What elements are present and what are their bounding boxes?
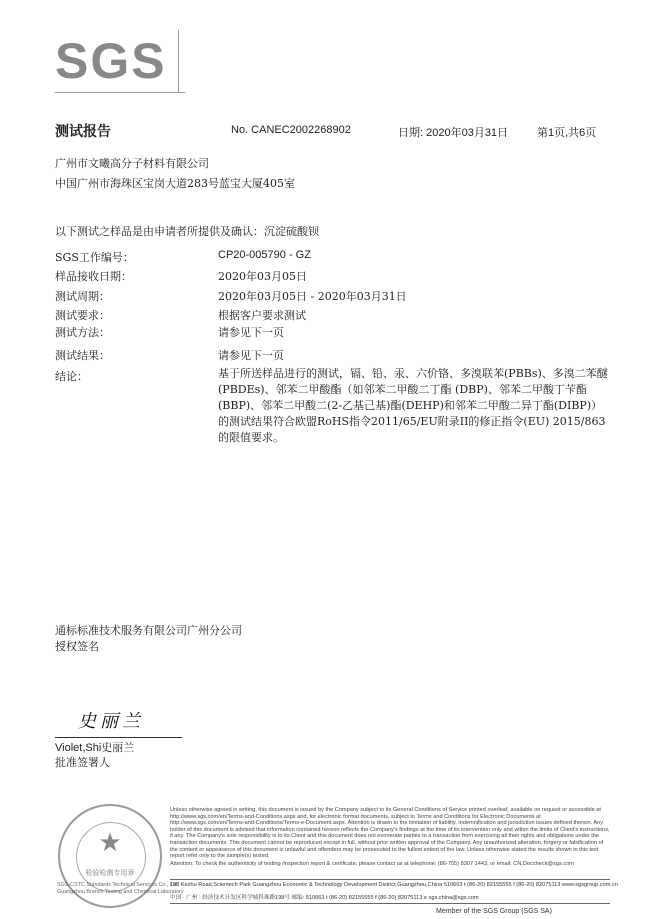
seal-caption (57, 882, 184, 896)
field-value-requirement: 根据客户要求测试 (218, 309, 306, 322)
report-number: No. CANEC2002268902 (231, 124, 351, 136)
field-label-received: 样品接收日期： (55, 270, 132, 283)
authorized-signature-label: 授权签名 (55, 640, 99, 653)
report-date: 日期: 2020年03月31日 (398, 127, 509, 139)
signatory-company: 通标标准技术服务有限公司广州分公司 (55, 624, 242, 637)
logo-divider-horizontal (55, 92, 185, 93)
conclusion-label: 结论： (55, 370, 88, 383)
client-name: 广州市文曦高分子材料有限公司 (55, 157, 209, 170)
field-value-method: 请参见下一页 (218, 326, 284, 339)
terms-text: Unless otherwise agreed in writing, this document is issued by the Company subject to its General Conditions of Service printed overleaf, available on request or accessible at http://www.sgs.com/en/Terms-and-Conditions.aspx and, for electronic format documents, subject to Terms and Conditions for Electronic Documents at http://www.sgs.com/en/Terms-and-Conditions/Terms-e-Document.aspx. Attention is drawn to the limitation of liability, indemnification and jurisdiction issues defined therein. Any holder of this document is advised that information contained hereon reflects the Company's findings at the time of its intervention only and within the limits of Client's instructions, if any. The Company's sole responsibility is to its Client and this document does not exonerate parties to a transaction from exercising all their rights and obligations under the transaction documents. This document cannot be reproduced except in full, without prior written approval of the Company. Any unauthorized alteration, forgery or falsification of the content or appearance of this document is unlawful and offenders may be prosecuted to the fullest extent of the law. Unless otherwise stated the results shown in this test report refer only to the sample(s) tested. (170, 807, 610, 860)
sgs-member-text: Member of the SGS Group (SGS SA) (436, 908, 552, 915)
field-value-received: 2020年03月05日 (218, 270, 307, 283)
sample-intro: 以下测试之样品是由申请者所提供及确认：沉淀硫酸钡 (55, 225, 319, 238)
handwritten-signature: 史丽兰 (78, 711, 144, 732)
sgs-logo: SGS (55, 33, 167, 89)
client-address: 中国广州市海珠区宝岗大道283号蓝宝大厦405室 (55, 177, 295, 190)
address-english: 198 Kezhu Road,Scientech Park Guangzhou Economic & Technology Development District,Guangzhou,China 510663 t (86-20) 82155555 f (86-20) 82075113 www.sgsgroup.com.cn (170, 882, 618, 888)
page-number: 第1页,共6页 (537, 127, 597, 139)
footer-divider (170, 879, 610, 880)
field-label-job-no: SGS工作编号： (55, 251, 134, 264)
field-value-job-no: CP20-005790 - GZ (218, 249, 311, 261)
footer-divider-bottom (170, 903, 610, 904)
field-label-result: 测试结果： (55, 349, 110, 362)
field-label-period: 测试周期： (55, 290, 110, 303)
conclusion-text: 基于所送样品进行的测试，镉、铅、汞、六价铬、多溴联苯(PBBs)、多溴二苯醚(PBDEs)、邻苯二甲酸酯（如邻苯二甲酸二丁酯 (DBP)、邻苯二甲酸丁苄酯(BBP)、邻苯二甲酸二(2-乙基己基)酯(DEHP)和邻苯二甲酸二异丁酯(DIBP)）的测试结果符合欧盟RoHS指令2011/65/EU附录II的修正指令(EU) 2015/863的限值要求。 (218, 367, 608, 444)
logo-divider-vertical (178, 30, 179, 92)
signatory-role: 批准签署人 (55, 756, 110, 769)
signature-line (55, 737, 182, 738)
address-chinese: 中国 · 广州 · 经济技术开发区科学城科珠路198号 邮编: 510663 t (86-20) 82155555 f (86-20) 82075113 e sgs.china@sgs.com (170, 895, 479, 901)
field-label-requirement: 测试要求： (55, 309, 110, 322)
field-label-method: 测试方法： (55, 326, 110, 339)
star-icon: ★ (98, 828, 122, 858)
seal-caption-line-1: SGS-CSTC Standards Technical Services Co., Ltd. (57, 882, 179, 888)
terms-fineprint (170, 807, 610, 867)
signatory-name: Violet,Shi史丽兰 (55, 742, 135, 754)
seal-text: 检验检测专用章 (85, 869, 135, 877)
field-value-result: 请参见下一页 (218, 349, 284, 362)
report-title: 测试报告 (55, 124, 111, 140)
seal-caption-line-2: Guangzhou Branch Testing and Chemical Laboratory (57, 889, 184, 895)
authenticity-notice: Attention: To check the authenticity of testing /inspection report & certificate, please contact us at telephone: (86-755) 8307 1443, or email: CN.Doccheck@sgs.com (170, 860, 574, 867)
field-value-period: 2020年03月05日 - 2020年03月31日 (218, 290, 407, 303)
